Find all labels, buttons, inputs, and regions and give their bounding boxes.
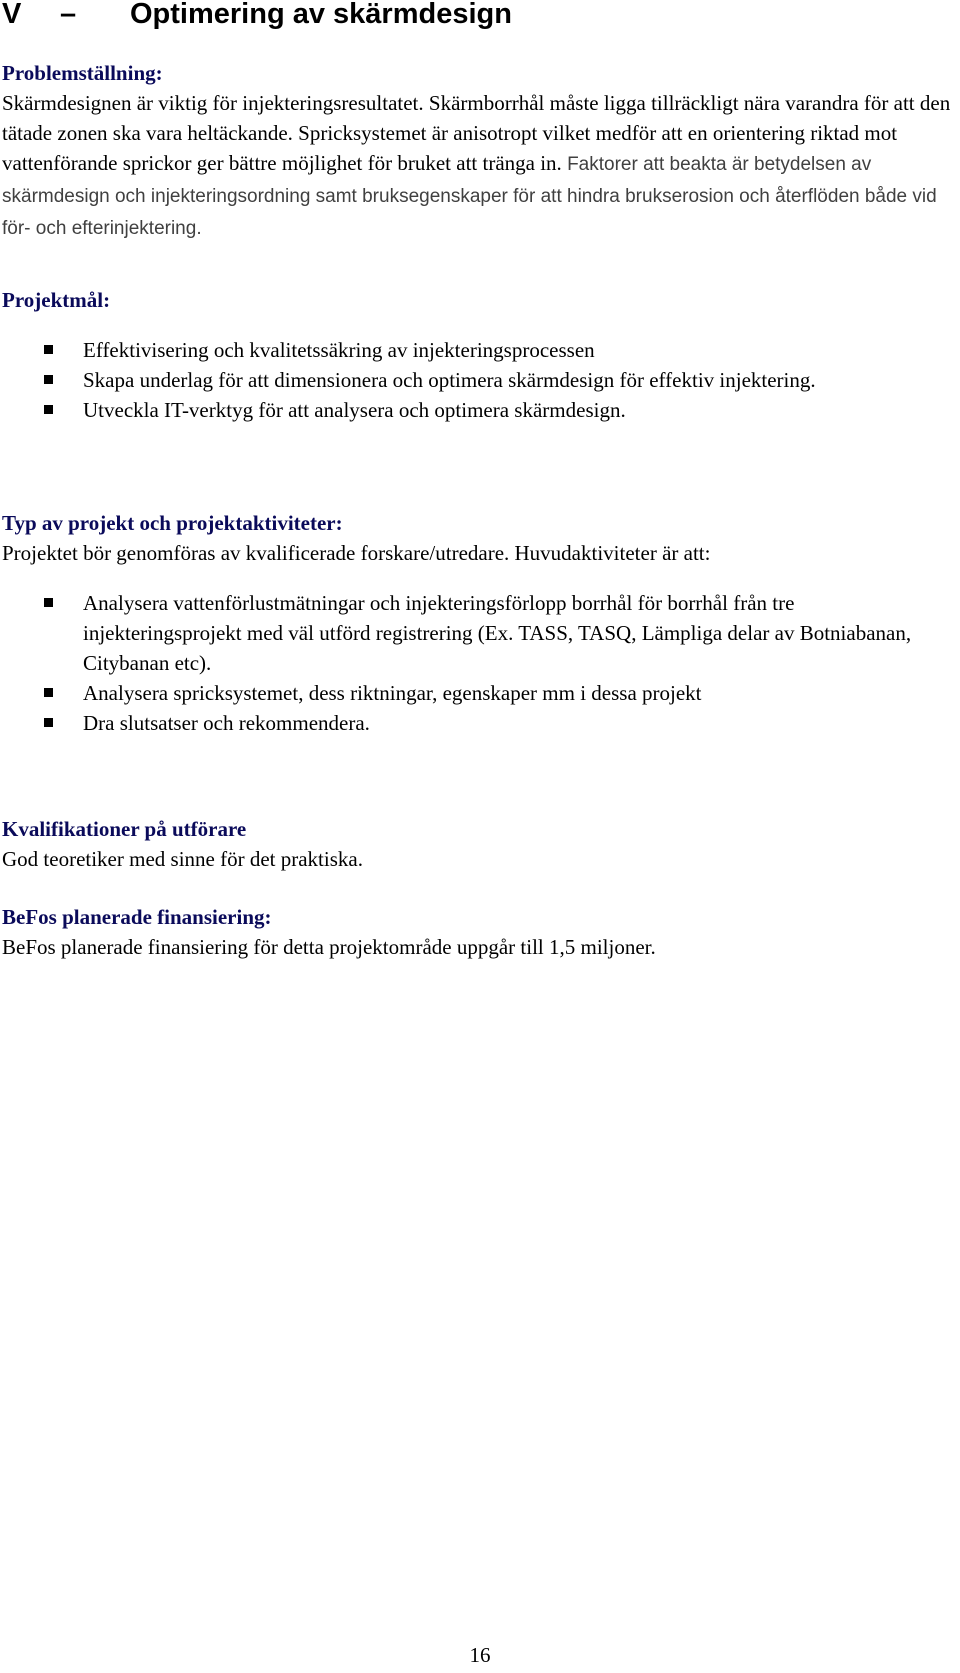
funding-label: BeFos planerade finansiering:: [2, 905, 272, 929]
activity-item-text: Analysera spricksystemet, dess riktningar, egenskaper mm i dessa projekt: [83, 681, 702, 705]
activities-label: Typ av projekt och projektaktiviteter:: [2, 511, 343, 535]
goals-label: Projektmål:: [2, 288, 111, 312]
section-dash: –: [60, 0, 77, 30]
page-number: 16: [469, 1643, 491, 1667]
goals-section: [2, 285, 957, 425]
problem-label: Problemställning:: [2, 61, 163, 85]
goal-item-text: Skapa underlag för att dimensionera och optimera skärmdesign för effektiv injektering.: [83, 368, 816, 392]
activities-section: [2, 508, 957, 738]
goal-item-text: Effektivisering och kvalitetssäkring av injekteringsprocessen: [83, 338, 595, 362]
activities-intro: Projektet bör genomföras av kvalificerade forskare/utredare. Huvudaktiviteter är att:: [2, 541, 711, 565]
problem-text: [2, 88, 957, 244]
list-item: [2, 335, 957, 365]
list-item: [2, 365, 957, 395]
section-title: Optimering av skärmdesign: [130, 0, 512, 30]
square-bullet-icon: [44, 405, 53, 414]
square-bullet-icon: [44, 345, 53, 354]
funding-section: [2, 902, 957, 962]
list-item: [2, 678, 957, 708]
square-bullet-icon: [44, 688, 53, 697]
square-bullet-icon: [44, 598, 53, 607]
problem-section: [2, 58, 957, 244]
section-number: V: [2, 0, 22, 30]
activities-list: [2, 588, 957, 738]
list-item: [2, 708, 957, 738]
problem-text-part1: Skärmdesignen är viktig för injekteringsresultatet. Skärmborrhål måste ligga tillräckligt nära varandra för att den tätade zonen ska vara heltäckande. Spricksystemet är anisotropt vilket medför att en orientering riktad mot vattenförande sprickor ger bättre möjlighet för bruket att tränga in.: [2, 91, 951, 175]
qualifications-label: Kvalifikationer på utförare: [2, 817, 247, 841]
list-item: [2, 395, 957, 425]
qualifications-section: [2, 814, 957, 874]
funding-text: BeFos planerade finansiering för detta projektområde uppgår till 1,5 miljoner.: [2, 935, 656, 959]
list-item: [2, 588, 957, 678]
qualifications-text: God teoretiker med sinne för det praktiska.: [2, 847, 363, 871]
problem-text-part2: Faktorer att beakta är betydelsen av skärmdesign och injekteringsordning samt bruksegenskaper för att hindra brukserosion och återflöden både vid för- och efterinjektering.: [2, 154, 937, 239]
square-bullet-icon: [44, 718, 53, 727]
activity-item-text: Analysera vattenförlustmätningar och injekteringsförlopp borrhål för borrhål från tre injekteringsprojekt med väl utförd registrering (Ex. TASS, TASQ, Lämpliga delar av Botniabanan, Citybanan etc).: [83, 591, 912, 675]
goals-list: [2, 335, 957, 425]
goal-item-text: Utveckla IT-verktyg för att analysera och optimera skärmdesign.: [83, 398, 626, 422]
activity-item-text: Dra slutsatser och rekommendera.: [83, 711, 370, 735]
square-bullet-icon: [44, 375, 53, 384]
